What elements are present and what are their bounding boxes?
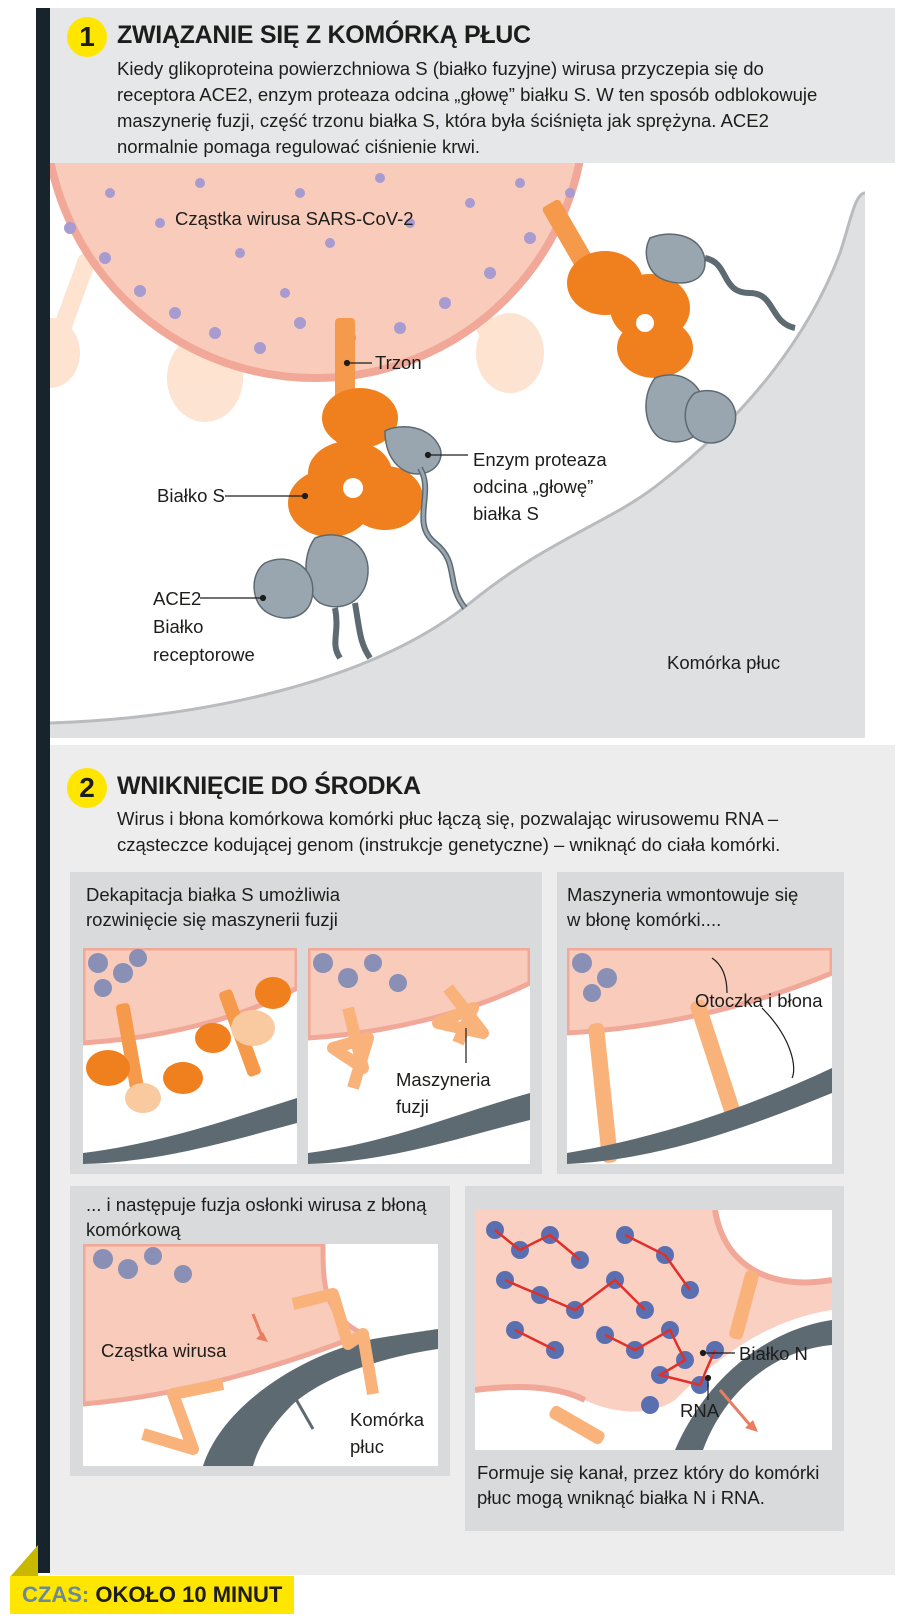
time-badge bbox=[10, 1576, 294, 1614]
panel-decapitation-title: Dekapitacja białka S umożliwia rozwinięcie się maszynerii fuzji bbox=[86, 884, 340, 930]
section-1-title: ZWIĄZANIE SIĘ Z KOMÓRKĄ PŁUC bbox=[117, 21, 531, 49]
section-1-number: 1 bbox=[67, 17, 107, 57]
binding-illustration bbox=[50, 163, 865, 738]
label-lung-cell-2: Komórka płuc bbox=[350, 1409, 425, 1457]
label-virus: Cząstka wirusa SARS-CoV-2 bbox=[175, 208, 414, 229]
decap-image-2 bbox=[308, 948, 530, 1164]
left-rail bbox=[36, 8, 50, 1573]
section-1-lead: Kiedy glikoproteina powierzchniowa S (białko fuzyjne) wirusa przyczepia się do receptora ACE2, enzym proteaza odcina „głowę” białku S. W ten sposób odblokowuje maszynerię fuzji, część trzonu białka S, która była ściśnięta jak sprężyna. ACE2 normalnie pomaga regulować ciśnienie krwi. bbox=[117, 58, 818, 157]
section-2-title: WNIKNIĘCIE DO ŚRODKA bbox=[117, 772, 421, 800]
panel-channel-caption: Formuje się kanał, przez który do komórki płuc mogą wniknąć białka N i RNA. bbox=[477, 1462, 820, 1508]
time-value: OKOŁO 10 MINUT bbox=[95, 1582, 283, 1607]
time-badge-corner bbox=[10, 1545, 38, 1577]
label-stalk: Trzon bbox=[375, 352, 422, 373]
label-envelope-membrane: Otoczka i błona bbox=[695, 990, 823, 1011]
label-ace2: ACE2 Białko receptorowe bbox=[153, 588, 255, 665]
label-n-protein: Białko N bbox=[739, 1343, 808, 1364]
label-virus-particle: Cząstka wirusa bbox=[101, 1340, 227, 1361]
label-rna: RNA bbox=[680, 1400, 720, 1421]
panel-insertion-title: Maszyneria wmontowuje się w błonę komórki.... bbox=[567, 884, 799, 930]
decap-image-1 bbox=[83, 948, 297, 1164]
channel-image bbox=[475, 1210, 832, 1450]
panel-fusion-title: ... i następuje fuzja osłonki wirusa z błoną komórkową bbox=[86, 1194, 427, 1240]
time-label: CZAS: bbox=[22, 1582, 90, 1607]
label-s-protein: Białko S bbox=[157, 485, 225, 506]
label-fusion-machinery: Maszyneria fuzji bbox=[396, 1069, 491, 1117]
insertion-image bbox=[567, 948, 832, 1164]
section-2-number: 2 bbox=[67, 768, 107, 808]
label-protease: Enzym proteaza odcina „głowę” białka S bbox=[473, 449, 607, 524]
fusion-image bbox=[83, 1244, 438, 1466]
section-2-lead: Wirus i błona komórkowa komórki płuc łączą się, pozwalając wirusowemu RNA – cząsteczce kodującej genom (instrukcje genetyczne) – wniknąć do ciała komórki. bbox=[117, 808, 781, 855]
label-lung-cell: Komórka płuc bbox=[667, 652, 781, 673]
